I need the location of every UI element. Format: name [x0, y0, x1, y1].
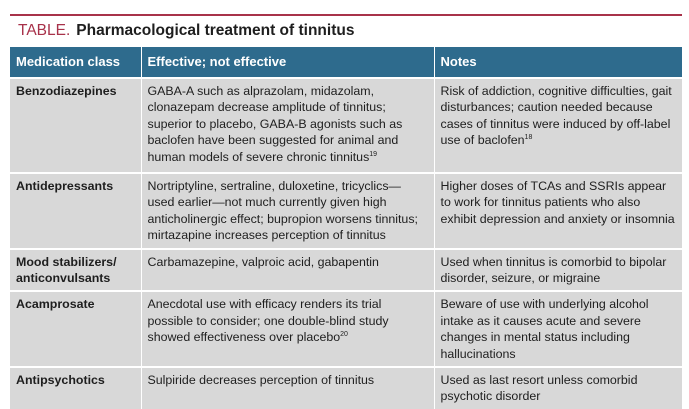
notes-cell [434, 78, 682, 173]
medication-class-cell: Benzodiazepines [10, 78, 141, 173]
reference-marker: 20 [340, 331, 348, 339]
effective-cell [141, 78, 434, 173]
medication-class-cell: Antidepressants [10, 173, 141, 249]
reference-marker: 18 [524, 134, 533, 142]
column-header-effective: Effective; not effective [141, 47, 434, 78]
notes-cell: Used when tinnitus is comorbid to bipolar disorder, seizure, or migraine [434, 249, 682, 292]
column-header-notes: Notes [434, 47, 682, 78]
header-row [10, 47, 682, 78]
treatment-table [10, 47, 682, 409]
column-header-medication-class: Medication class [10, 47, 141, 78]
effective-cell: Sulpiride decreases perception of tinnitus [141, 367, 434, 409]
effective-cell: Nortriptyline, sertraline, duloxetine, tricyclics—used earlier—not much currently given high anticholinergic effect; bupropion worsens tinnitus; mirtazapine increases perception of tinnitus [141, 173, 434, 249]
table-row [10, 291, 682, 367]
reference-marker: 19 [369, 150, 378, 158]
table-row [10, 249, 682, 292]
medication-class-cell: Antipsychotics [10, 367, 141, 409]
table-row [10, 78, 682, 173]
table-row [10, 173, 682, 249]
effective-cell: Carbamazepine, valproic acid, gabapentin [141, 249, 434, 292]
notes-cell: Higher doses of TCAs and SSRIs appear to work for tinnitus patients who also exhibit depression and anxiety or insomnia [434, 173, 682, 249]
effective-text: Anecdotal use with efficacy renders its trial possible to consider; one double-blind study showed effectiveness over placebo [147, 297, 389, 345]
table-row [10, 367, 682, 409]
table-title [10, 14, 682, 46]
notes-cell: Used as last resort unless comorbid psychotic disorder [434, 367, 682, 409]
effective-cell [141, 291, 434, 367]
notes-text: Risk of addiction, cognitive difficulties, gait disturbances; caution needed because cases of tinnitus were induced by off-label use of baclofen [440, 84, 672, 148]
table-caption: Pharmacological treatment of tinnitus [76, 22, 355, 39]
table-label: TABLE. [18, 22, 71, 39]
notes-cell: Beware of use with underlying alcohol intake as it causes acute and severe changes in mental status including hallucinations [434, 291, 682, 367]
effective-text: GABA-A such as alprazolam, midazolam, clonazepam decrease amplitude of tinnitus; superior to placebo, GABA-B agonists such as baclofen have been suggested for animal and human models of severe chronic tinnitus [147, 84, 403, 164]
medication-class-cell: Acamprosate [10, 291, 141, 367]
medication-class-cell: Mood stabilizers/ anticonvulsants [10, 249, 141, 292]
